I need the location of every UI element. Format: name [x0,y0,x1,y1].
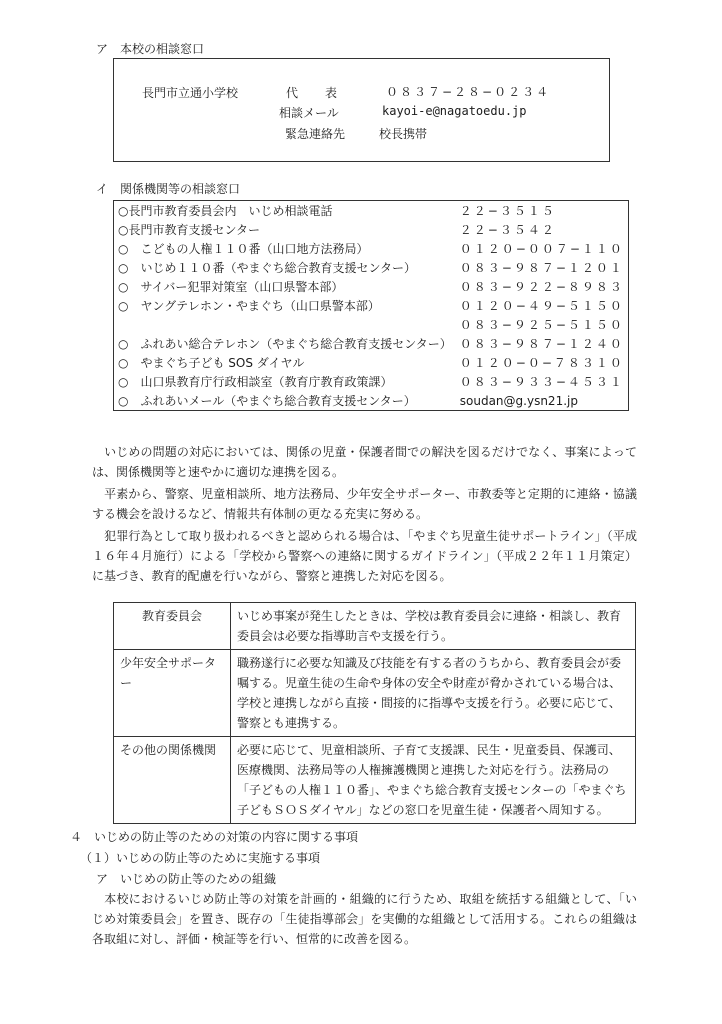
table-row [114,277,629,296]
contact-number: ０８３−９３３−４５３１ [459,375,624,389]
agency-name: その他の関係機関 [114,737,231,824]
paragraph-regular-meetings: 平素から、警察、児童相談所、地方法務局、少年安全サポーター、市教委等と定期的に連絡・協議する機会を設けるなど、情報共有体制の更なる充実に努める。 [92,487,637,521]
table-row [114,239,629,258]
contact-table [113,200,629,411]
agency-description: 必要に応じて、児童相談所、子育て支援課、民生・児童委員、保護司、医療機関、法務局等の人権擁護機関と連携した対応を行う。法務局の「子どもの人権１１０番」、やまぐち総合教育支援センターの「やまぐち子どもＳＯＳダイヤル」などの窓口を児童生徒・保護者へ周知する。 [231,737,636,824]
contact-label-main: 代 表 [286,86,339,100]
contact-label-emergency: 緊急連絡先 [285,127,346,141]
agencies-table [113,602,636,824]
table-row [114,737,636,824]
contact-number: ０１２０−０−７８３１０ [459,356,624,370]
contact-value-emergency: 校長携帯 [379,127,428,141]
paragraph-police: 犯罪行為として取り扱われるべきと認められる場合は、「やまぐち児童生徒サポートライン」（平成１６年４月施行）による「学校から警察への連絡に関するガイドライン」（平成２２年１１月策定）に基づき、教育的配慮を行いながら、警察と連携した対応を図る。 [92,529,637,583]
agency-name: 教育委員会 [114,603,231,650]
table-row [114,201,629,221]
table-row [114,391,629,411]
contact-name: ○ ふれあいメール（やまぐち総合教育支援センター） [118,394,416,408]
contact-value-main: ０８３７−２８−０２３４ [386,85,551,99]
contact-name: ○ やまぐち子ども SOS ダイヤル [118,356,305,370]
contact-name: ○ 山口県教育庁行政相談室（教育庁教育政策課） [118,375,393,389]
table-row [114,372,629,391]
contact-number: ０８３−９２５−５１５０ [459,318,624,332]
contact-name: ○ ふれあい総合テレホン（やまぐち総合教育支援センター） [118,337,452,351]
agency-description: 職務遂行に必要な知識及び技能を有する者のうちから、教育委員会が委嘱する。児童生徒の生命や身体の安全や財産が脅かされている場合は、学校と連携しながら直接・間接的に指導や支援を行う。必要に応じて、警察とも連携する。 [231,650,636,737]
section-4-heading: ４ いじめの防止等のための対策の内容に関する事項 [70,830,359,844]
table-row [114,353,629,372]
contact-number: ０１２０−４９−５１５０ [459,299,624,313]
contact-name: ○ いじめ１１０番（やまぐち総合教育支援センター） [118,261,416,275]
paragraph-cooperation: いじめの問題の対応においては、関係の児童・保護者間での解決を図るだけでなく、事案によっては、関係機関等と速やかに適切な連携を図る。 [92,445,637,479]
table-row [114,650,636,737]
table-row [114,315,629,334]
contact-email: soudan@g.ysn21.jp [459,393,578,408]
table-row [114,220,629,239]
contact-label-mail: 相談メール [279,106,339,120]
school-contact-box [113,58,610,162]
table-row [114,603,636,650]
contact-name [114,315,456,334]
contact-number: ２２−３５４２ [459,223,556,237]
contact-name: ○ こどもの人権１１０番（山口地方法務局） [118,242,369,256]
contact-name: ○ ヤングテレホン・やまぐち（山口県警本部） [118,299,380,313]
table-row [114,258,629,277]
contact-number: ０８３−９８７−１２４０ [459,337,624,351]
contact-number: ０８３−９２２−８９８３ [459,280,624,294]
section-4-item-heading: ア いじめの防止等のための組織 [96,872,277,886]
contact-number: ０１２０−００７−１１０ [459,242,624,256]
school-name: 長門市立通小学校 [142,86,239,100]
section-4-subheading: （１）いじめの防止等のために実施する事項 [80,851,321,865]
contact-number: ２２−３５１５ [459,204,556,218]
contact-name: ○長門市教育支援センター [118,223,260,237]
agency-name: 少年安全サポーター [114,650,231,737]
contact-number: ０８３−９８７−１２０１ [459,261,624,275]
table-row [114,296,629,315]
contact-value-mail: kayoi-e@nagatoedu.jp [382,104,527,118]
section-4-body: 本校におけるいじめ防止等の対策を計画的・組織的に行うため、取組を統括する組織として、「いじめ対策委員会」を置き、既存の「生徒指導部会」を実働的な組織として活用する。これらの組織は各取組に対し、評価・検証等を行い、恒常的に改善を図る。 [92,892,637,946]
section-a-heading: ア 本校の相談窓口 [96,42,205,56]
agency-description: いじめ事案が発生したときは、学校は教育委員会に連絡・相談し、教育委員会は必要な指導助言や支援を行う。 [231,603,636,650]
section-i-heading: イ 関係機関等の相談窓口 [96,182,241,196]
contact-name: ○ サイバー犯罪対策室（山口県警本部） [118,280,344,294]
contact-name: ○長門市教育委員会内 いじめ相談電話 [118,204,333,218]
table-row [114,334,629,353]
